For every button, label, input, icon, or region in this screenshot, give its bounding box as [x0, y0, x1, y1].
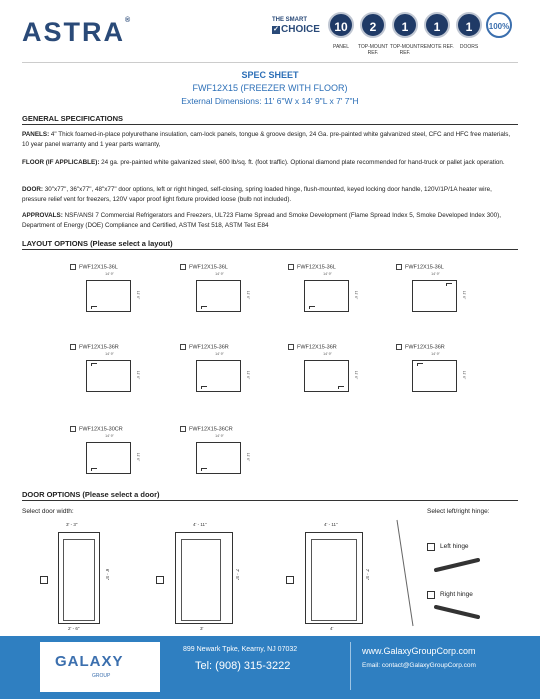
layout-label-text: FWF12X15-36L [297, 264, 336, 271]
layout-option-label [180, 344, 270, 350]
layout-label-text: FWF12X15-36L [189, 264, 228, 271]
badge-label: TOP-MOUNT REF. [357, 44, 389, 56]
layout-diagram [196, 434, 250, 474]
layout-diagram [304, 272, 358, 312]
layout-option[interactable] [396, 344, 486, 419]
layout-door-mark [201, 306, 207, 309]
layout-depth-dim: 11' 6" [353, 370, 358, 380]
layout-checkbox[interactable] [288, 264, 294, 270]
layout-label-text: FWF12X15-30CR [79, 426, 123, 433]
footer-phone[interactable]: Tel: (908) 315-3222 [195, 660, 291, 672]
footer-website[interactable]: www.GalaxyGroupCorp.com [362, 646, 476, 656]
right-hinge-checkbox[interactable] [427, 591, 435, 599]
layout-option[interactable] [396, 264, 486, 339]
layout-width-dim: 14' 9" [105, 352, 114, 356]
layout-option[interactable] [180, 264, 270, 339]
warranty-badge: 2 [360, 12, 386, 38]
door2-height-dim: 7' - 5" [235, 568, 241, 581]
layout-depth-dim: 11' 6" [461, 370, 466, 380]
door2-leaf [181, 539, 221, 621]
layout-checkbox[interactable] [180, 264, 186, 270]
left-hinge-icon [432, 556, 482, 576]
layout-depth-dim: 11' 6" [245, 370, 250, 380]
layout-door-mark [417, 363, 423, 366]
door-36-checkbox[interactable] [156, 576, 164, 584]
badge-label: REMOTE REF. [420, 44, 454, 50]
badge-label: PANEL [332, 44, 350, 50]
layout-option-label [288, 344, 378, 350]
layout-depth-dim: 11' 6" [353, 290, 358, 300]
layout-depth-dim: 11' 6" [135, 370, 140, 380]
layout-door-mark [91, 363, 97, 366]
layout-label-text: FWF12X15-36L [405, 264, 444, 271]
left-hinge-label: Left hinge [440, 543, 469, 550]
layout-option-label [396, 264, 486, 270]
layout-option-label [180, 264, 270, 270]
layout-checkbox[interactable] [396, 344, 402, 350]
layout-checkbox[interactable] [180, 426, 186, 432]
door3-top-dim: 4' - 11" [324, 522, 338, 527]
layout-checkbox[interactable] [70, 344, 76, 350]
footer-email[interactable]: Email: contact@GalaxyGroupCorp.com [362, 662, 476, 669]
layout-depth-dim: 11' 6" [135, 290, 140, 300]
door-spec [22, 185, 518, 204]
warranty-badge: 1 [392, 12, 418, 38]
right-hinge-label: Right hinge [440, 591, 473, 598]
footer-divider [350, 642, 351, 690]
layout-option-label [70, 264, 160, 270]
door3-leaf [311, 539, 357, 621]
layout-label-text: FWF12X15-36R [79, 344, 119, 351]
layout-door-mark [91, 468, 97, 471]
layout-option-label [70, 344, 160, 350]
door2-top-dim: 4' - 11" [193, 522, 207, 527]
select-hinge-label: Select left/right hinge: [427, 508, 490, 515]
layout-door-mark [309, 306, 315, 309]
layout-label-text: FWF12X15-36R [297, 344, 337, 351]
layout-width-dim: 14' 9" [323, 352, 332, 356]
layout-width-dim: 14' 9" [105, 272, 114, 276]
galaxy-logo: GALAXY [55, 653, 124, 670]
approvals-text: NSF/ANSI 7 Commercial Refrigerators and Freezers, UL723 Flame Spread and Smoke Development (Flame Spread Index 5, Smoke Developed Index 300), Department of Energy (DOE) Compliance and Certified, ASTM Test 518, ASTM Test E84 [22, 212, 502, 229]
warranty-badge: 10 [328, 12, 354, 38]
footer-address: 899 Newark Tpke, Kearny, NJ 07032 [183, 646, 298, 653]
layout-checkbox[interactable] [288, 344, 294, 350]
left-hinge-checkbox[interactable] [427, 543, 435, 551]
layout-width-dim: 14' 9" [215, 272, 224, 276]
smart-choice-logo: THE SMART ✓ CHOICE [272, 17, 320, 35]
layout-checkbox[interactable] [70, 426, 76, 432]
door-options-heading: DOOR OPTIONS (Please select a door) [22, 490, 518, 501]
warranty-badge: 1 [456, 12, 482, 38]
floor-spec [22, 158, 518, 168]
layout-door-mark [91, 306, 97, 309]
layout-diagram [304, 352, 358, 392]
layout-depth-dim: 11' 6" [245, 452, 250, 462]
panels-text: 4" Thick foamed-in-place polyurethane insulation, cam-lock panels, tongue & groove design, 24 Ga. pre-painted white galvanized steel, CFC and HFC free materials, 10 year panel warranty and 1 year parts warranty, [22, 131, 511, 148]
right-hinge-icon [432, 603, 482, 623]
warranty-badge: 1 [424, 12, 450, 38]
layout-width-dim: 14' 9" [431, 352, 440, 356]
layout-options-heading: LAYOUT OPTIONS (Please select a layout) [22, 239, 518, 250]
layout-width-dim: 14' 9" [215, 352, 224, 356]
layout-diagram [86, 434, 140, 474]
layout-diagram [412, 352, 466, 392]
layout-diagram [196, 352, 250, 392]
layout-width-dim: 14' 9" [215, 434, 224, 438]
door1-height-dim: 6' - 5" [105, 568, 111, 581]
layout-option[interactable] [180, 344, 270, 419]
layout-checkbox[interactable] [396, 264, 402, 270]
layout-depth-dim: 11' 6" [461, 290, 466, 300]
approvals-label: APPROVALS: [22, 212, 63, 219]
layout-label-text: FWF12X15-36CR [189, 426, 233, 433]
layout-door-mark [201, 468, 207, 471]
badge-label: TOP-MOUNT REF. [389, 44, 421, 56]
door3-bottom-dim: 4' [330, 626, 334, 631]
layout-option[interactable] [70, 264, 160, 339]
layout-depth-dim: 11' 6" [245, 290, 250, 300]
layout-checkbox[interactable] [180, 344, 186, 350]
layout-checkbox[interactable] [70, 264, 76, 270]
layout-option-label [180, 426, 270, 432]
door-text: 30"x77", 36"x77", 48"x77" door options, left or right hinged, self-closing, spring loaded hinge, flush-mounted, keyed locking door handle, 120V/1P/1A heater wire, pressure relief vent for freezers, 120V vapor proof light fixture provided loose (bulb not included). [22, 186, 492, 203]
layout-door-mark [446, 283, 452, 286]
layout-label-text: FWF12X15-36R [189, 344, 229, 351]
panels-label: PANELS: [22, 131, 50, 138]
layout-door-mark [201, 386, 207, 389]
door-48-checkbox[interactable] [286, 576, 294, 584]
hundred-percent-badge: 100% [486, 12, 512, 38]
layout-option[interactable] [70, 344, 160, 419]
layout-width-dim: 14' 9" [105, 434, 114, 438]
door2-bottom-dim: 3' [200, 626, 204, 631]
astra-logo: ASTRA® [22, 17, 133, 47]
layout-diagram [86, 352, 140, 392]
approvals-spec [22, 211, 518, 230]
door1-top-dim: 3' - 3" [66, 522, 78, 527]
divider-line [395, 518, 415, 628]
door1-leaf [63, 539, 95, 621]
layout-depth-dim: 11' 6" [135, 452, 140, 462]
header-divider [22, 62, 518, 63]
panels-spec [22, 130, 518, 149]
layout-label-text: FWF12X15-36R [405, 344, 445, 351]
door1-bottom-dim: 2' - 6" [68, 626, 80, 631]
layout-option-label [288, 264, 378, 270]
select-door-width-label: Select door width: [22, 508, 74, 515]
layout-diagram [412, 272, 466, 312]
galaxy-logo-sub: GROUP [92, 673, 111, 679]
layout-option[interactable] [288, 344, 378, 419]
layout-door-mark [338, 386, 344, 389]
spec-sheet-title: SPEC SHEET [241, 70, 299, 80]
door-30-checkbox[interactable] [40, 576, 48, 584]
door-label: DOOR: [22, 186, 43, 193]
door2-frame [175, 532, 233, 624]
layout-diagram [196, 272, 250, 312]
layout-label-text: FWF12X15-36L [79, 264, 118, 271]
check-icon: ✓ [273, 26, 279, 34]
general-specs-heading: GENERAL SPECIFICATIONS [22, 114, 518, 125]
door1-frame [58, 532, 100, 624]
floor-label: FLOOR (IF APPLICABLE): [22, 159, 100, 166]
external-dimensions: External Dimensions: 11' 6"W x 14' 9"L x 7' 7"H [181, 96, 359, 106]
layout-option-label [70, 426, 160, 432]
door3-height-dim: 7' - 5" [365, 568, 371, 581]
layout-width-dim: 14' 9" [431, 272, 440, 276]
floor-text: 24 ga. pre-painted white galvanized steel, 600 lb/sq. ft. (foot traffic). Optional diamond plate recommended for hand-truck or pallet jack operation. [99, 159, 505, 166]
layout-option[interactable] [288, 264, 378, 339]
badge-label: DOORS [459, 44, 479, 50]
layout-diagram [86, 272, 140, 312]
model-title: FWF12X15 (FREEZER WITH FLOOR) [192, 83, 348, 93]
layout-width-dim: 14' 9" [323, 272, 332, 276]
layout-option-label [396, 344, 486, 350]
door3-frame [305, 532, 363, 624]
